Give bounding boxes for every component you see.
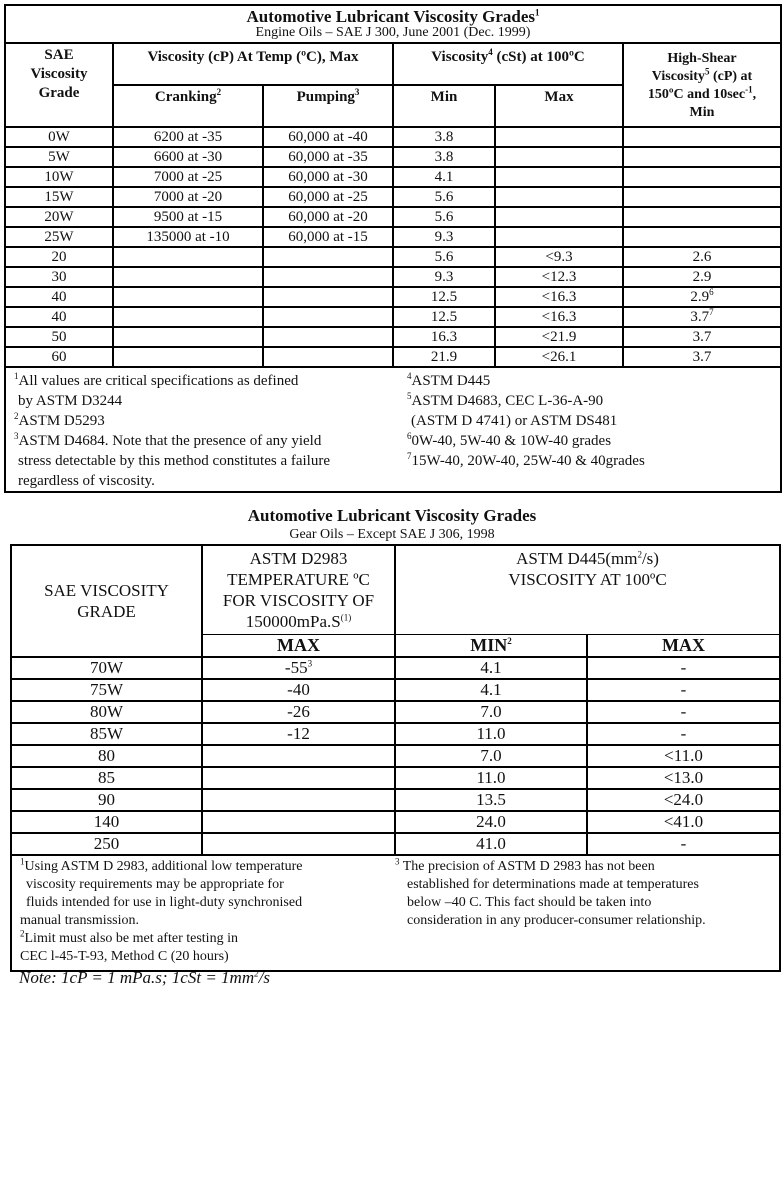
cell-cranking: 9500 at -15: [113, 207, 263, 227]
cell-max: <16.3: [495, 307, 623, 327]
cell-high-shear: 2.9: [623, 267, 781, 287]
cell-grade: 50: [5, 327, 113, 347]
gear-table-row: [11, 679, 780, 701]
footnote-line: $^6$0W-40, 5W-40 & 10W-40 grades: [407, 431, 612, 449]
engine-footnotes-right: [393, 367, 781, 492]
cell-high-shear: 2.6: [623, 247, 781, 267]
gear-table-row: [11, 833, 780, 855]
cell-min: 21.9: [393, 347, 495, 367]
cell-pumping: 60,000 at -40: [263, 127, 393, 147]
cell-grade: 80: [11, 745, 202, 767]
cell-max: <41.0: [587, 811, 780, 833]
engine-footnotes-left: [5, 367, 393, 492]
gear-table-title: Automotive Lubricant Viscosity Grades: [247, 506, 537, 525]
cell-grade: 85: [11, 767, 202, 789]
cell-high-shear: [623, 187, 781, 207]
cell-min: 12.5: [393, 287, 495, 307]
header-cranking: Cranking$^2$: [113, 85, 263, 127]
engine-table-row: [5, 187, 781, 207]
cell-grade: 250: [11, 833, 202, 855]
cell-grade: 85W: [11, 723, 202, 745]
cell-max: <26.1: [495, 347, 623, 367]
cell-grade: 60: [5, 347, 113, 367]
cell-high-shear: 3.7: [623, 327, 781, 347]
footnote-line: $^7$15W-40, 20W-40, 25W-40 & 40grades: [407, 451, 645, 469]
cell-cranking: [113, 307, 263, 327]
cell-min: 5.6: [393, 187, 495, 207]
cell-high-shear: [623, 227, 781, 247]
footnote-line: below –40 C. This fact should be taken into: [407, 895, 652, 910]
cell-grade: 5W: [5, 147, 113, 167]
cell-min: 24.0: [395, 811, 587, 833]
cell-pumping: [263, 247, 393, 267]
cell-grade: 20: [5, 247, 113, 267]
header-visc-min: MIN$^2$: [395, 635, 587, 658]
cell-max: -: [587, 701, 780, 723]
engine-table-row: [5, 267, 781, 287]
cell-temp-max: -40: [202, 679, 395, 701]
header-viscosity-100c: Viscosity$^4$ (cSt) at 100ºC: [393, 43, 623, 85]
gear-table-subtitle: Gear Oils – Except SAE J 306, 1998: [289, 527, 495, 542]
cell-min: 12.5: [393, 307, 495, 327]
engine-table-title-cell: [5, 5, 781, 43]
gear-footnotes-right: [395, 855, 780, 971]
engine-table-row: [5, 347, 781, 367]
cell-cranking: [113, 247, 263, 267]
cell-max: <9.3: [495, 247, 623, 267]
cell-high-shear: 3.7: [623, 347, 781, 367]
footnote-line: manual transmission.: [20, 913, 139, 928]
cell-pumping: 60,000 at -25: [263, 187, 393, 207]
footnote-line: regardless of viscosity.: [18, 473, 155, 489]
cell-min: 7.0: [395, 745, 587, 767]
cell-temp-max: $-55^3$: [202, 657, 395, 679]
footnote-line: CEC l-45-T-93, Method C (20 hours): [20, 949, 229, 964]
cell-cranking: [113, 327, 263, 347]
cell-pumping: 60,000 at -20: [263, 207, 393, 227]
cell-min: 5.6: [393, 247, 495, 267]
footnote-line: viscosity requirements may be appropriate for: [26, 877, 284, 892]
cell-pumping: 60,000 at -35: [263, 147, 393, 167]
cell-min: 11.0: [395, 767, 587, 789]
cell-pumping: [263, 267, 393, 287]
cell-min: 13.5: [395, 789, 587, 811]
cell-grade: 80W: [11, 701, 202, 723]
cell-temp-max: -12: [202, 723, 395, 745]
cell-grade: 25W: [5, 227, 113, 247]
cell-grade: 30: [5, 267, 113, 287]
cell-cranking: 6200 at -35: [113, 127, 263, 147]
cell-grade: 15W: [5, 187, 113, 207]
cell-max: <16.3: [495, 287, 623, 307]
engine-table-subtitle: Engine Oils – SAE J 300, June 2001 (Dec. 1999): [255, 25, 531, 40]
engine-table-row: [5, 247, 781, 267]
cell-max: <12.3: [495, 267, 623, 287]
footnote-line: established for determinations made at temperatures: [407, 877, 699, 892]
cell-grade: 70W: [11, 657, 202, 679]
header-max: Max: [495, 85, 623, 127]
cell-temp-max: [202, 767, 395, 789]
header-high-shear: High-Shear Viscosity$^5$ (cP) at 150ºC and $10\sec^{-1}$, Min: [623, 43, 781, 127]
cell-min: 41.0: [395, 833, 587, 855]
cell-pumping: [263, 347, 393, 367]
gear-table-row: [11, 723, 780, 745]
footnote-line: (ASTM D 4741) or ASTM DS481: [411, 413, 618, 429]
footnote-line: $^2$Limit must also be met after testing in: [20, 928, 238, 946]
cell-min: 7.0: [395, 701, 587, 723]
cell-grade: 75W: [11, 679, 202, 701]
engine-table-row: [5, 207, 781, 227]
cell-min: 3.8: [393, 127, 495, 147]
header-pumping: Pumping$^3$: [263, 85, 393, 127]
cell-max: -: [587, 679, 780, 701]
gear-table-row: [11, 811, 780, 833]
engine-table-row: [5, 227, 781, 247]
header-astm-d2983: ASTM D2983 TEMPERATURE ºC FOR VISCOSITY OF $150000mPa.S^{(1)}$: [202, 545, 395, 635]
gear-table-row: [11, 767, 780, 789]
footnote-line: fluids intended for use in light-duty synchronised: [26, 895, 303, 910]
engine-table-body: [5, 127, 781, 367]
cell-max: -: [587, 833, 780, 855]
cell-grade: 40: [5, 287, 113, 307]
engine-table-row: [5, 307, 781, 327]
cell-cranking: [113, 267, 263, 287]
gear-table-row: [11, 657, 780, 679]
cell-max: [495, 127, 623, 147]
engine-table-row: [5, 127, 781, 147]
cell-grade: 140: [11, 811, 202, 833]
cell-high-shear: [623, 127, 781, 147]
cell-max: [495, 147, 623, 167]
cell-min: 3.8: [393, 147, 495, 167]
cell-high-shear: [623, 167, 781, 187]
footnote-line: $^1$Using ASTM D 2983, additional low temperature: [20, 856, 303, 874]
cell-grade: 0W: [5, 127, 113, 147]
header-gear-grade: SAE VISCOSITY GRADE: [11, 545, 202, 657]
cell-temp-max: [202, 745, 395, 767]
gear-table-row: [11, 701, 780, 723]
cell-pumping: [263, 307, 393, 327]
gear-oils-table: [10, 544, 781, 972]
unit-note: Note: 1cP = 1 mPa.s; $1cSt = 1mm^2/s$: [19, 968, 270, 987]
cell-pumping: 60,000 at -15: [263, 227, 393, 247]
header-astm-d445: ASTM $D445(mm^2/s)$ VISCOSITY AT 100ºC: [395, 545, 780, 635]
cell-max: -: [587, 657, 780, 679]
engine-table-title: Automotive Lubricant Viscosity Grades$^1$: [246, 7, 540, 26]
cell-max: -: [587, 723, 780, 745]
cell-cranking: 7000 at -20: [113, 187, 263, 207]
cell-min: 9.3: [393, 227, 495, 247]
cell-min: 11.0: [395, 723, 587, 745]
header-viscosity-temp: Viscosity (cP) At Temp (ºC), Max: [113, 43, 393, 85]
cell-grade: 10W: [5, 167, 113, 187]
gear-table-row: [11, 789, 780, 811]
cell-high-shear: [623, 147, 781, 167]
cell-max: [495, 167, 623, 187]
footnote-line: $^5$ASTM D4683, CEC L-36-A-90: [407, 391, 604, 409]
cell-min: 16.3: [393, 327, 495, 347]
cell-max: <21.9: [495, 327, 623, 347]
gear-table-body: [11, 657, 780, 855]
footnote-line: $^3$ The precision of ASTM D 2983 has not been: [395, 856, 655, 874]
cell-min: 4.1: [395, 679, 587, 701]
footnote-line: $^1$All values are critical specifications as defined: [14, 371, 299, 389]
footnote-line: $^3$ASTM D4684. Note that the presence of any yield: [14, 431, 322, 449]
footnote-line: $^2$ASTM D5293: [14, 411, 105, 429]
engine-table-row: [5, 147, 781, 167]
cell-min: 4.1: [395, 657, 587, 679]
footnote-line: stress detectable by this method constitutes a failure: [18, 453, 330, 469]
gear-table-row: [11, 745, 780, 767]
engine-table-row: [5, 287, 781, 307]
gear-footnotes-left: [11, 855, 395, 971]
cell-temp-max: [202, 811, 395, 833]
cell-max: <24.0: [587, 789, 780, 811]
header-temp-max: MAX: [202, 635, 395, 658]
cell-max: [495, 207, 623, 227]
cell-max: <11.0: [587, 745, 780, 767]
cell-high-shear: [623, 207, 781, 227]
cell-temp-max: [202, 833, 395, 855]
header-visc-max: MAX: [587, 635, 780, 658]
cell-min: 4.1: [393, 167, 495, 187]
cell-max: <13.0: [587, 767, 780, 789]
cell-cranking: [113, 347, 263, 367]
cell-high-shear: $2.9^6$: [623, 287, 781, 307]
cell-min: 9.3: [393, 267, 495, 287]
engine-table-row: [5, 167, 781, 187]
cell-pumping: 60,000 at -30: [263, 167, 393, 187]
cell-max: [495, 227, 623, 247]
cell-pumping: [263, 327, 393, 347]
header-sae-grade: SAE Viscosity Grade: [5, 43, 113, 127]
cell-grade: 90: [11, 789, 202, 811]
header-min: Min: [393, 85, 495, 127]
cell-cranking: [113, 287, 263, 307]
cell-cranking: 7000 at -25: [113, 167, 263, 187]
cell-temp-max: [202, 789, 395, 811]
cell-high-shear: $3.7^7$: [623, 307, 781, 327]
cell-temp-max: -26: [202, 701, 395, 723]
cell-min: 5.6: [393, 207, 495, 227]
footnote-line: consideration in any producer-consumer relationship.: [407, 913, 706, 928]
cell-cranking: 135000 at -10: [113, 227, 263, 247]
cell-pumping: [263, 287, 393, 307]
cell-grade: 40: [5, 307, 113, 327]
footnote-line: $^4$ASTM D445: [407, 371, 491, 389]
cell-max: [495, 187, 623, 207]
cell-cranking: 6600 at -30: [113, 147, 263, 167]
engine-oils-table: [4, 4, 782, 493]
cell-grade: 20W: [5, 207, 113, 227]
footnote-line: by ASTM D3244: [18, 393, 123, 409]
engine-table-row: [5, 327, 781, 347]
